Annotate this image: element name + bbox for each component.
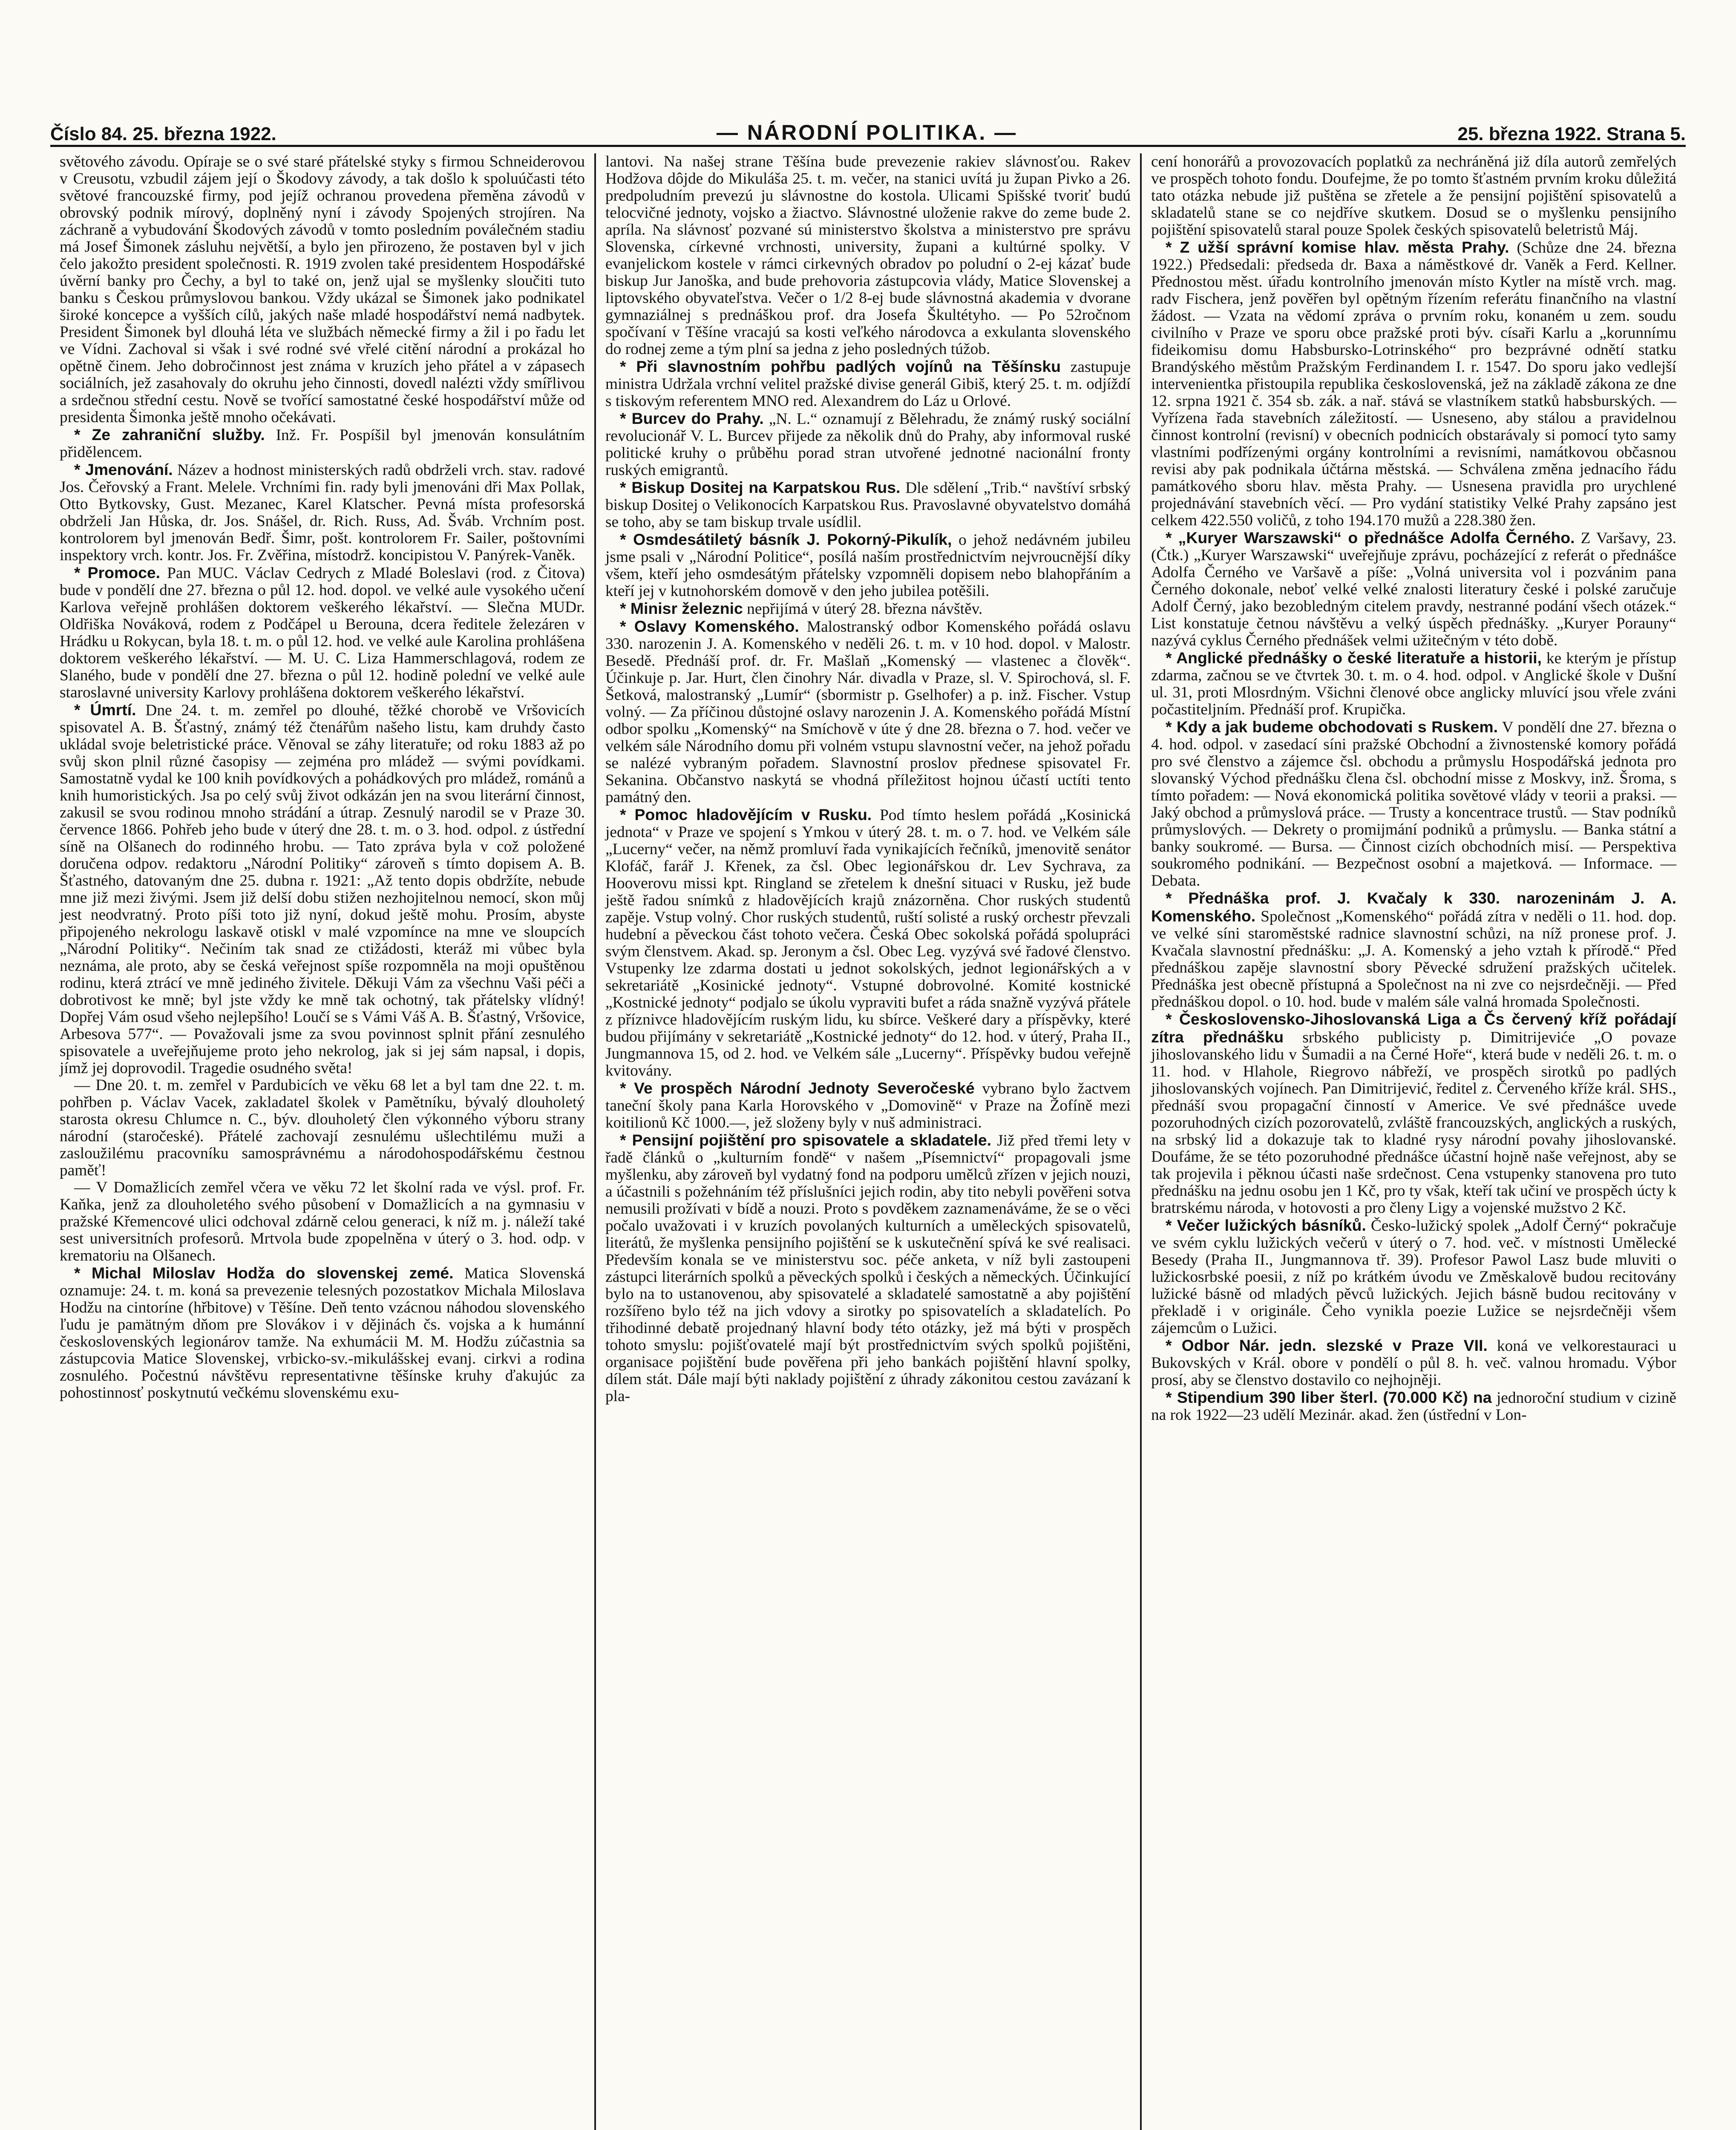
article-text: Název a hodnost ministerských radů obdrželi vrch. stav. radové Jos. Čeřovský a Frant. Melele. Vrchními fin. rady byli jmenováni dři Max Pollak, Otto Bytkovsky, Gust. Mezanec, Karel Klatscher. Pevná místa profesorská obdrželi Jan Hůska, dr. Jos. Snášel, dr. Rich. Russ, Ad. Šváb. Vrchním post. kontrolorem byl jmenován Bedř. Šimr, pošt. kontrolorem Fr. Sailer, poštovními inspektory vrch. kontr. Jos. Fr. Zvěřina, místodrž. koncipistou V. Panýrek-Vaněk. <box>60 461 585 564</box>
column-1 <box>50 153 594 2130</box>
article-text: — V Domažlicích zemřel včera ve věku 72 let školní rada ve výsl. prof. Fr. Kaňka, jenž za dlouholetého svého působení v Domažlicích a na gymnasiu v pražské Křemencové ulici odchoval zdárně celou generaci, k níž m. j. náleží také sest universitních profesorů. Mrtvola bude zpopelněna v úterý o 3. hod. odp. v krematoriu na Olšanech. <box>60 1179 585 1264</box>
article-text: o jehož nedávném jubileu jsme psali v „Národní Politice“, posílá naším prostřednictvím nejvroucnější díky všem, kteří jeho osmdesátým přátelsky vzpomněli dopisem nebo blahopřáním a kteří jej v kutnohorském domově v den jeho jubilea potěšili. <box>605 531 1131 600</box>
article-text: Matica Slovenská oznamuje: 24. t. m. koná sa prevezenie telesných pozostatkov Michala Miloslava Hodžu na cintoríne (hřbitove) v Těšíne. Deň tento vzácnou náhodou slovenského ľudu je pamätným dňom pre Slovákov i v dějinách čs. vojska a k humánní československých legionárov tamže. Na exhumácii M. M. Hodžu zúčastnia sa zástupcovia Matice Slovenskej, vrbicko-sv.-mikulášskej evanj. cirkvi a rodina zosnulého. Počestnú návštěvu representativne těšínske kruhy ďakujúc za pohostinnosť poskytnutú večkému slovenskému exu- <box>60 1265 585 1402</box>
article-heading: * Promoce. <box>74 564 161 581</box>
article-paragraph <box>60 153 585 426</box>
article-text: srbského publicisty p. Dimitrijeviće „O povaze jihoslovanského lidu v Šumadii a na Černé Hoře“, která bude v neděli 26. t. m. o 11. hod. v Hlahole, Riegrovo nábřeží, ve prospěch sirotků po padlých jihoslovanských vojínech. Pan Dimitrijević, ředitel z. Červeného kříže král. SHS., přednáší svou propagační činností v Americe. Ve své přednášce uvede pozoruhodných cizích pozorovatelů, zvláště francouzských, anglických a ruských, na srbský lid a dokazuje tak to kladné rysy národní povahy jihoslovanské. Doufáme, že se této pozoruhodné přednášce účastní hojně naše veřejnost, aby se tak projevila i pěknou účasti naše srdečnost. Cena vstupenky stanovena pro tuto přednášku na jednu osobu jen 1 Kč, pro ty však, kteří tak učiní ve prospěch úcty k bratrskému národa, v hotovosti a pro členy Ligy a vojenské mužstvo 2 Kč. <box>1151 1029 1676 1217</box>
article-heading: * Michal Miloslav Hodža do slovenskej zemé. <box>74 1264 454 1282</box>
article-heading: * Jmenování. <box>74 461 173 478</box>
article-heading: * Přednáška prof. J. Kvačaly k 330. narozeninám J. A. Komenského. <box>1151 889 1676 925</box>
article-text: lantovi. Na našej strane Těšína bude prevezenie rakiev slávnosťou. Rakev Hodžova dôjde do Mikuláša 25. t. m. večer, na stanici uvítá ju župan Pivko a 26. predpoludním prevezú ju slávnostne do kostola. Ulicami Spišské tvoriť budú telocvičné jednoty, vojsko a žiactvo. Slávnostné uloženie rakve do zeme bude 2. apríla. Na slávnosť pozvané sú ministerstvo školstva a ministerstvo pre správu Slovenska, církevné vrchnosti, university, župani a kultúrné spolky. V evanjelickom kostele v rámci cirkevných obradov po poludní o 2-ej kázať bude biskup Jur Janoška, and bude prehovoria zástupcovia vlády, Matice Slovenskej a liptovského obyvateľstva. Večer o 1/2 8-ej bude slávnostná akademia v dvorane gymnaziálnej s prednáškou prof. dra Josefa Škultétyho. — Po 52ročnom spočívaní v Těšíne vracajú sa kosti veľkého národovca a exkulanta slovenského do rodnej zeme a tým plní sa jedna z jeho posledných túžob. <box>605 153 1131 358</box>
article-paragraph <box>1151 1389 1676 1424</box>
article-heading: * Ve prospěch Národní Jednoty Severočeské <box>619 1079 975 1097</box>
article-text: Z Varšavy, 23. (Čtk.) „Kuryer Warszawski“ uveřejňuje zprávu, pocházející z referát o přednášce Adolfa Černého ve Varšavě a píše: „Volná universita vol i pozvánim pana Černého dokonale, neboť velké velké znalosti literatury české i polské zaručuje Adolf Černý, jako bezobledným citelem pravdy, nestranné podání všech otázek.“ List konstatuje četnou návštěvu a velký úspěch přednášky. „Kuryer Porauny“ nazývá cyklus Černého přednášek velmi užitečným v této době. <box>1151 530 1676 649</box>
article-paragraph <box>60 461 585 564</box>
article-paragraph <box>605 479 1131 531</box>
article-paragraph <box>605 1079 1131 1131</box>
article-text: Česko-lužický spolek „Adolf Černý“ pokračuje ve svém cyklu lužických večerů v úterý o 7. hod. več. v místnosti Umělecké Besedy (Praha II., Jungmannova tř. 39). Profesor Pawol Lasz bude mluviti o lužickosrbské poesii, z níž po krátkém úvodu ve Změskalově budou recitovány lužické básně od mladých pěvců lužických. Jejich básně budou recitovány v překladě i v originále. Čeho vynikla poezie Lužice se nejsrdečněji všem zájemcům o Lužici. <box>1151 1217 1676 1337</box>
article-heading: * Oslavy Komenského. <box>619 617 799 635</box>
article-paragraph <box>60 1179 585 1264</box>
article-text: zastupuje ministra Udržala vrchní velitel pražské divise generál Gibiš, který 25. t. m. odjíždí s tiskovým referentem MNO red. Alexandrem do Láz u Orlové. <box>605 358 1131 410</box>
article-text: jednoroční studium v cizině na rok 1922—23 udělí Mezinár. akad. žen (ústřední v Lon- <box>1151 1389 1676 1424</box>
date-page-number: 25. března 1922. Strana 5. <box>1457 124 1686 144</box>
article-columns <box>50 153 1686 2130</box>
article-text: „N. L.“ oznamují z Bělehradu, že známý ruský sociální revolucionář V. L. Burcev přijede za několik dnů do Prahy, aby informoval ruské politické kruhy o průběhu porad stran utvořené jednotné nacionální fronty ruských emigrantů. <box>605 410 1131 479</box>
page-header <box>50 114 1686 147</box>
article-paragraph <box>605 600 1131 618</box>
article-heading: * Při slavnostním pohřbu padlých vojínů na Těšínsku <box>619 357 1061 375</box>
article-paragraph <box>1151 718 1676 889</box>
article-paragraph <box>60 426 585 461</box>
article-paragraph <box>605 410 1131 479</box>
article-text: Pod tímto heslem pořádá „Kosinická jednota“ v Praze ve spojení s Ymkou v úterý 28. t. m. o 7. hod. ve Velkém sále „Lucerny“ večer, na němž promluví řada vynikajících řečníků, jmenovitě senátor Klofáč, farář J. Křenek, za čsl. Obec legionářskou dr. Lev Sychrava, za Hooverovu missi kpt. Ringland se zřetelem k dnešní situaci v Rusku, jež bude ještě řadou snímků z hladovějících krajů znázorněna. Chor ruských studentů zapěje. Vstup volný. Chor ruských studentů, ruští solisté a ruský orchestr převzali hudební a pěveckou část tohoto večera. Česká Obec sokolská pořádá spolupráci svým členstvem. Akad. sp. Jeronym a čsl. Obec Leg. vyzývá své řadové členstvo. Vstupenky lze zdarma dostati u jednot sokolských, jednot legionářských a v sekretariátě „Kosinické jednoty“. Vstupné dobrovolné. Komité kostnické „Kostnické jednoty“ podjalo se úkolu vypraviti bufet a ráda snažně vyzývá přátele z příznivce hladovějícím ruským lidu, ku sbírce. Veškeré dary a příspěvky, které budou přijímány v sekretariátě „Kostnické jednoty“ do 12. hod. v úterý, Praha II., Jungmannova 15, od 2. hod. ve Velkém sále „Lucerny“. Příspěvky budou veřejně kvitovány. <box>605 806 1131 1079</box>
issue-number-date: Číslo 84. 25. března 1922. <box>50 124 276 144</box>
article-heading: * Úmrtí. <box>74 701 136 719</box>
article-heading: * Odbor Nár. jedn. slezské v Praze VII. <box>1165 1336 1488 1354</box>
article-heading: * Československo-Jihoslovanská Liga a Čs červený kříž pořádají zítra přednášku <box>1151 1010 1676 1046</box>
article-paragraph <box>1151 1337 1676 1389</box>
article-text: vybrano bylo žactvem taneční školy pana Karla Horovského v „Domovině“ v Praze na Žofíně mezi koitilionů Kč 1000.—, jež složeny byly v nuš administraci. <box>605 1080 1131 1131</box>
article-heading: * Anglické přednášky o české literatuře a historii, <box>1165 649 1542 667</box>
article-paragraph <box>1151 649 1676 718</box>
article-heading: * Biskup Dositej na Karpatskou Rus. <box>619 478 901 496</box>
article-heading: * Ze zahraniční služby. <box>74 426 265 443</box>
article-text: Inž. Fr. Pospíšil byl jmenován konsulátním přidělencem. <box>60 426 585 461</box>
article-paragraph <box>1151 889 1676 1010</box>
article-heading: * Burcev do Prahy. <box>619 409 764 427</box>
article-paragraph <box>1151 239 1676 529</box>
article-text: Společnost „Komenského“ pořádá zítra v neděli o 11. hod. dop. ve velké síni staroměstské radnice slavnostní schůzi, na níž pronese prof. J. Kvačala slavnostní přednášku: „J. A. Komenský a jeho vztah k přírodě.“ Před přednáškou zapěje slavnostní sbory Pěvecké sdružení pražských učitelek. Přednáška jest obecně přístupná a Společnost na ni zve co nejsrdečněji. — Před přednáškou dopol. o 10. hod. bude v malém sále valná hromada Společnosti. <box>1151 908 1676 1010</box>
article-paragraph <box>605 153 1131 358</box>
column-2 <box>596 153 1140 2130</box>
article-paragraph <box>605 531 1131 600</box>
article-text: Malostranský odbor Komenského pořádá oslavu 330. narozenin J. A. Komenského v neděli 26. t. m. v 10 hod. dopol. v Malostr. Besedě. Přednáší prof. dr. Fr. Mašlaň „Komenský — vlastenec a člověk“. Účinkuje p. Jar. Hurt, člen činohry Nár. divadla v Praze, sl. V. Spirochová, sl. F. Šetková, malostranský „Lumír“ (sbormistr p. Gselhofer) a p. inž. Fischer. Vstup volný. — Za příčinou důstojné oslavy narozenin J. A. Komenského pořádá Místní odbor spolku „Komenský“ na Smíchově v úte ý dne 28. března o 7. hod. večer ve velkém sále Národního domu při volném vstupu slavnostní večer, na jehož pořadu se nalézé vybraným pořadem. Slavnostní proslov přednese spisovatel Fr. Sekanina. Občanstvo naskytá se vhodná příležitost hojnou účastí uctíti tento památný den. <box>605 618 1131 806</box>
article-heading: * Minisr železnic <box>619 599 743 617</box>
column-3 <box>1142 153 1686 2130</box>
article-paragraph <box>605 1131 1131 1405</box>
article-text: Dne 24. t. m. zemřel po dlouhé, těžké chorobě ve Vršovicích spisovatel A. B. Šťastný, známý též čtenářům našeho listu, kam druhdy často ukládal svoje beletristické práce. Věnoval se záhy literatuře; od roku 1883 až po svůj skon plnil různé časopisy — zejména pro mládež — svými povídkami. Samostatně vydal ke 100 knih povídkových a pohádkových pro mládež, románů a knih humoristických. Jsa po celý svůj život odkázán jen na svou literární činnost, zakusil se svou rodinou mnoho strádání a útrap. Zesnulý narodil se v Praze 30. července 1866. Pohřeb jeho bude v úterý dne 28. t. m. o 3. hod. odpol. z ústřední síně na Olšanech do rodinného hrobu. — Tato zpráva byla v což položené doručena odpov. redaktoru „Národní Politiky“ zároveň s tímto dopisem A. B. Šťastného, datovaným dne 25. dubna r. 1921: „Až tento dopis obdržíte, nebude mne již mezi živými. Jsem již delší dobu stižen nezhojitelnou nemocí, skon můj jest neodvratný. Proto píši toto již nyní, dokud ještě mohu. Prosím, abyste připojeného nekrologu laskavě otiskl v malé vzpomínce na mne ve sloupcích „Národní Politiky“. Nečiním tak snad ze ctižádosti, kteráž mi vůbec byla neznáma, ale proto, aby se česká veřejnost spíše rozpomněla na moji opuštěnou rodinu, která ztrácí ve mně jediného živitele. Děkuji Vám za všechnu Vaši péči a dobrotivost ke mně; byl jste vždy ke mně tak ochotný, tak přátelsky vlídný! Dopřej Vám osud všeho nejlepšího! Loučí se s Vámi Váš A. B. Šťastný, Vršovice, Arbesova 577“. — Považovali jsme za svou povinnost splnit přání zesnulého spisovatele a uveřejňujeme proto jeho nekrolog, jak si jej sám napsal, i dopis, jímž jej doprovodil. Tragedie osudného světa! <box>60 702 585 1077</box>
article-heading: * Večer lužických básníků. <box>1165 1216 1366 1234</box>
article-paragraph <box>60 1264 585 1402</box>
masthead-title: — NÁRODNÍ POLITIKA. — <box>716 121 1018 144</box>
article-heading: * Pomoc hladovějícím v Rusku. <box>619 806 872 823</box>
article-text: ke kterým je přístup zdarma, začnou se ve čtvrtek 30. t. m. o 4. hod. odpol. v Anglické škole v Dušní ul. 31, proti Mlosrdným. Všichni členové obce anglicky mluvící jsou vřele zváni počastiteljním. Přednáší prof. Krupička. <box>1151 650 1676 718</box>
article-heading: * Stipendium 390 liber šterl. (70.000 Kč) na <box>1165 1388 1492 1406</box>
article-paragraph <box>1151 1010 1676 1217</box>
article-heading: * „Kuryer Warszawski“ o přednášce Adolfa Černého. <box>1165 529 1575 547</box>
article-paragraph <box>605 618 1131 806</box>
article-paragraph <box>1151 1217 1676 1337</box>
article-text: Dle sdělení „Trib.“ navštíví srbský biskup Dositej o Velikonocích Karpatskou Rus. Pravoslavné obyvatelstvo domáhá se toho, aby se tam biskup trvale usídlil. <box>605 479 1131 531</box>
article-text: koná ve velkorestauraci u Bukovských v Král. obore v pondělí o půl 8. h. več. valnou hromadu. Výbor prosí, aby se členstvo dostavilo co nejhojněji. <box>1151 1337 1676 1389</box>
article-paragraph <box>60 564 585 701</box>
article-text: V pondělí dne 27. března o 4. hod. odpol. v zasedací síni pražské Obchodní a živnostenské komory pořádá pro své členstvo a zájemce čsl. obchodu a průmyslu Hospodářská jednota pro slovanský Východ přednášku člena čsl. obchodní misse z Moskvy, inž. Šroma, s tímto pořadem: — Nová ekonomická politika sovětové vlády v teorii a praksi. — Jaký obchod a průmyslová práce. — Trusty a koncentrace trustů. — Stav podníků průmyslových. — Dekrety o promijmání podniků a průmyslu. — Banka státní a banky soukromé. — Bursa. — Činnost cizích obchodních misí. — Perspektiva soukromého podnikání. — Bezpečnost osobní a majetková. — Informace. — Debata. <box>1151 719 1676 889</box>
article-heading: * Pensijní pojištění pro spisovatele a skladatele. <box>619 1131 992 1149</box>
article-paragraph <box>1151 529 1676 649</box>
article-paragraph <box>60 1077 585 1179</box>
article-text: nepřijímá v úterý 28. března návštěv. <box>747 600 983 618</box>
article-text: — Dne 20. t. m. zemřel v Pardubicích ve věku 68 let a byl tam dne 22. t. m. pohřben p. Václav Vacek, zakladatel školek v Pamětníku, bývalý dlouholetý starosta okresu Chlumce n. C., býv. dlouholetý člen výkonného výboru strany národní (staročeské). Přátelé zachovají zesnulému ušlechtilému muži a zasloužilému pracovníku samosprávnému a národohospodářskému čestnou paměť! <box>60 1077 585 1179</box>
article-paragraph <box>1151 153 1676 239</box>
article-paragraph <box>60 701 585 1077</box>
article-paragraph <box>605 358 1131 410</box>
article-text: (Schůze dne 24. března 1922.) Předsedali: předseda dr. Baxa a náměstkové dr. Vaněk a Ferd. Kellner. Přednostou měst. úřadu kontrolního jmenován místo Kytler na místě vrch. mag. radv Fischera, jenž pověřen byl opětným řízením referátu finančního na vlastní žádost. — Vzata na vědomí zpráva o prvním roku, konaném u zem. soudu civilního v Praze ve sporu obce pražské proti býv. císaři Karlu a „korunnímu fideikomisu domu Habsbursko-Lotrinského“ pro bezprávné odnětí statku Brandýského městům Pražským Ferdinandem I. r. 1547. Do sporu jako vedlejší intervenientka přistoupila republika československá, jež na základě zákona ze dne 12. srpna 1921 č. 354 sb. zák. a nař. stává se vlastníkem statků habsburských. — Vyřízena řada stavebních záležitostí. — Usneseno, aby stálou a pravidelnou činnost kontrolní (revisní) v obecních podnicích obstarávaly si pomocí tyto samy vlastními podřízenými orgány kontrolními a revisními, namátkovou občasnou revisi aby pak podnikala účtárna městská. — Schválena změna jednacího řádu památkového sboru hlav. města Prahy. — Usnesena pravidla pro urychlené projednávání stavebních věcí. — Pro vydání statistiky Velké Prahy zapsáno jest celkem 422.550 voličů, z toho 194.170 mužů a 228.380 žen. <box>1151 239 1676 529</box>
article-text: Již před třemi lety v řadě článků o „kulturním fondě“ v našem „Písemnictví“ propagovali jsme myšlenku, aby zároveň byl vydatný fond na podporu umělců zřízen v jejich nouzi, a účastnili s požehnáním též příslušníci jejich rodin, aby tito nebyli pověřeni sotva nemusili prožívati v bídě a nouzi. Proto s povděkem zaznamenáváme, že se o věci počalo uvažovati i v kruzích povolaných kulturních a uměleckých spisovatelů, literátů, že myšlenka pensijního pojištění se k uskutečnění spívá ke své realisaci. Především konala se ve ministerstvu soc. péče anketa, v níž byli zastoupeni zástupci literárních spolků a pěveckých spolků i českých a německých. Účinkující bylo na to ustanovenou, aby spisovatelé a skladatelé samostatně a aby pojištění rozšířeno bylo též na jich vdovy a sirotky po spisovatelích a skladatelích. Po třihodinné debatě projednaný hlavní body této otázky, jež má býti v prospěch tohoto smyslu: pojišťovatelé mají být prostřednictvím svých spolků pojištěni, organisace pojištění bude pověřena při jeho bankách pojištění hlavní spolky, dílem stát. Dále mají býti naklady pojištění z úhrady zákonitou cestou zavázaní k pla- <box>605 1132 1131 1405</box>
article-text: světového závodu. Opíraje se o své staré přátelské styky s firmou Schneiderovou v Creusotu, vzbudil zájem její o Škodovy závody, a tak došlo k spoluúčasti této světové francouzské firmy, pod jejíž ochranou provedena přeměna závodů v obrovský podnik mírový, doplněný nyní i závody Spojených strojíren. Na záchraně a vybudování Škodových závodů v tomto posledním poválečném stadiu má Josef Šimonek zásluhu největší, a bylo jen přirozeno, že postaven byl v jich čelo jakožto president společnosti. R. 1919 zvolen také presidentem Hospodářské úvěrní banky pro Čechy, a byl to také on, jenž ujal se myšlenky sloučiti tuto banku s Českou průmyslovou bankou. Vždy ukázal se Šimonek jako podnikatel široké koncepce a vyšších cílů, jakých naše mladé hospodářství nemá nadbytek. President Šimonek byl dlouhá léta ve službách německé firmy a žil i po řadu let ve Vídni. Zachoval si však i své rodné své vřelé citění národní a prokázal ho opětně činem. Jeho dobročinnost jest známa v kruzích jeho přátel a v zápasech sociálních, jež zasahovaly do okruhu jeho činnosti, dovedl nalézti vždy smířlivou a srdečnou střední cestu. Nově se tvořící samostatné české hospodářství může od presidenta Šimonka ještě mnoho očekávati. <box>60 153 585 426</box>
article-heading: * Z užší správní komise hlav. města Prahy. <box>1165 238 1509 256</box>
article-heading: * Osmdesátiletý básník J. Pokorný-Pikulík, <box>619 530 952 548</box>
article-text: cení honorářů a provozovacích poplatků za nechráněná již díla autorů zemřelých ve prospěch tohoto fondu. Doufejme, že po tomto šťastném prvním kroku důležitá tato otázka nebude již puštěna se zřetele a že pensijní pojištění spisovatelů a skladatelů stane se co nejdříve skutkem. Dosud se o myšlenku pensijního pojištění spisovatelů staral pouze Spolek českých spisovatelů beletristů Máj. <box>1151 153 1676 239</box>
article-paragraph <box>605 806 1131 1079</box>
article-heading: * Kdy a jak budeme obchodovati s Ruskem. <box>1165 718 1498 736</box>
article-text: Pan MUC. Václav Cedrych z Mladé Boleslavi (rod. z Čitova) bude v pondělí dne 27. března o půl 12. hod. dopol. ve velké aule vysokého učení Karlova veřejně prohlášen doktorem veškerého lékařství. — Slečna MUDr. Oldřiška Nováková, rodem z Podčápel u Berouna, dcera ředitele železáren v Hrádku u Rokycan, byla 18. t. m. o půl 12. hod. ve velké aule Karolina prohlášena doktorem veškerého lékařství. — M. U. C. Liza Hammerschlagová, rodem ze Slaného, bude v pondělí dne 27. března o půl 12. hodině polední ve velké aule staroslavné university Karlovy prohlášena doktorem veškerého lékařství. <box>60 564 585 701</box>
